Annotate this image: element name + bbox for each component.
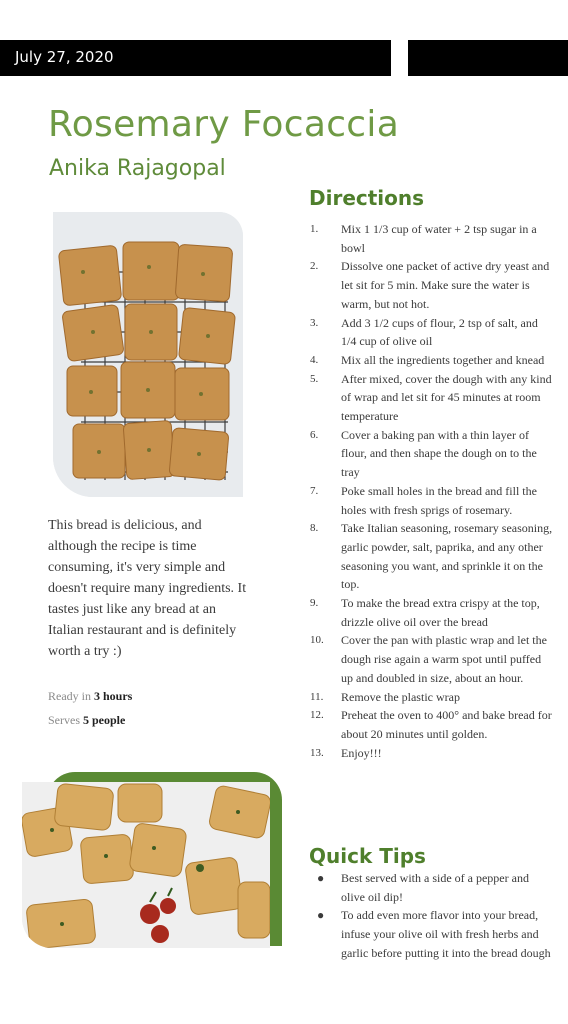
step-text: Mix 1 1/3 cup of water + 2 tsp sugar in a bowl [341,222,537,255]
step-text: Mix all the ingredients together and knead [341,352,545,367]
direction-step [310,706,555,743]
recipe-title: Rosemary Focaccia [48,104,400,145]
step-text: Cover the pan with plastic wrap and let the dough rise again a warm spot until puffed up and doubled in size, about an hour. [341,633,547,685]
header-bar-right [408,40,568,76]
step-number: 9. [310,597,319,610]
directions-list [310,220,555,762]
step-number: 6. [310,428,319,441]
tip-item [310,869,555,906]
focaccia-rack-photo [53,212,243,497]
direction-step [310,351,555,370]
step-number: 11. [310,690,324,703]
tip-text: Best served with a side of a pepper and olive oil dip! [341,871,529,904]
tip-item [310,906,555,962]
step-number: 12. [310,709,324,722]
recipe-description: This bread is delicious, and although the recipe is time consuming, it's very simple and doesn't require many ingredients. It tastes just like any bread at an Italian restaurant and is definitely worth a try :) [48,518,247,659]
quick-tips-list [310,869,555,963]
quick-tips-heading: Quick Tips [309,844,426,868]
author-name: Anika Rajagopal [49,156,226,181]
step-number: 10. [310,634,324,647]
step-number: 2. [310,260,319,273]
step-text: To make the bread extra crispy at the top, drizzle olive oil over the bread [341,596,540,629]
direction-step [310,220,555,257]
step-text: Cover a baking pan with a thin layer of flour, and then shape the dough on to the tray [341,427,537,480]
step-text: Enjoy!!! [341,745,382,760]
serves-label: Serves [48,713,80,727]
post-date: July 27, 2020 [15,48,114,66]
direction-step [310,744,555,763]
bullet-icon: ● [317,871,325,885]
direction-step [310,631,555,687]
bullet-icon: ● [317,908,325,923]
step-number: 13. [310,746,324,759]
step-number: 3. [310,316,319,329]
direction-step [310,482,555,519]
step-number: 8. [310,522,319,535]
ready-label: Ready in [48,689,91,703]
direction-step [310,257,555,313]
step-number: 1. [310,223,319,235]
step-number: 5. [310,372,319,385]
directions-heading: Directions [309,186,425,210]
step-text: Poke small holes in the bread and fill the holes with fresh sprigs of rosemary. [341,483,537,517]
step-text: After mixed, cover the dough with any kind of wrap and let sit for 45 minutes at room temperature [341,371,552,424]
ready-value: 3 hours [94,689,133,703]
step-number: 4. [310,353,319,366]
direction-step [310,519,555,594]
tip-text: To add even more flavor into your bread, infuse your olive oil with fresh herbs and garlic before putting it into the bread dough [341,908,551,960]
direction-step [310,594,555,631]
servings [48,713,125,728]
direction-step [310,426,555,482]
step-text: Add 3 1/2 cups of flour, 2 tsp of salt, and 1/4 cup of olive oil [341,315,538,349]
direction-step [310,314,555,351]
direction-step [310,370,555,426]
ready-time [48,689,132,704]
step-text: Dissolve one packet of active dry yeast and let sit for 5 min. Make sure the water is warm, but not hot. [341,259,550,311]
step-text: Remove the plastic wrap [341,689,460,704]
step-text: Take Italian seasoning, rosemary seasoning, garlic powder, salt, paprika, and any other seasoning you want, and sprinkle it on the top. [341,521,553,592]
step-text: Preheat the oven to 400° and bake bread for about 20 minutes until golden. [341,708,552,741]
step-number: 7. [310,484,319,497]
direction-step [310,688,555,707]
serves-value: 5 people [83,713,126,727]
focaccia-tomato-photo [22,782,270,948]
